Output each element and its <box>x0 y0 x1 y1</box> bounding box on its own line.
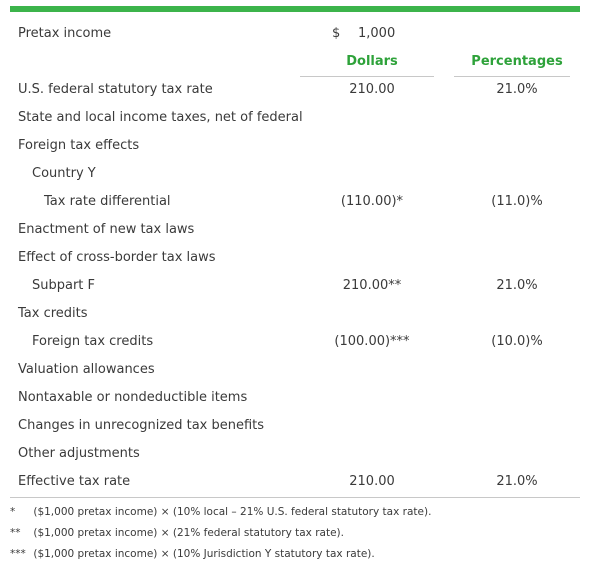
pretax-income-row <box>10 20 580 48</box>
row-percent: 21.0% <box>496 82 538 97</box>
header-percentages: Percentages <box>471 54 563 69</box>
footnote-divider <box>10 497 580 498</box>
table-row <box>10 272 580 300</box>
pretax-income-label: Pretax income <box>18 26 112 41</box>
table-row <box>10 216 580 244</box>
footnote-text: ($1,000 pretax income) × (10% local – 21% U.S. federal statutory tax rate). <box>33 506 432 518</box>
row-label: Tax rate differential <box>44 194 171 209</box>
row-label: Country Y <box>32 166 96 181</box>
row-label: Foreign tax credits <box>32 334 154 349</box>
table-row <box>10 188 580 216</box>
row-label: Valuation allowances <box>18 362 155 377</box>
row-percent: 21.0% <box>496 278 538 293</box>
row-label: Subpart F <box>32 278 96 293</box>
footnote <box>10 527 344 539</box>
footnote <box>10 548 375 560</box>
footnote <box>10 506 431 518</box>
row-label: Tax credits <box>18 306 88 321</box>
table-row <box>10 328 580 356</box>
footnote-text: ($1,000 pretax income) × (21% federal statutory tax rate). <box>33 527 344 539</box>
table-row <box>10 104 580 132</box>
row-dollars: (110.00)* <box>340 194 404 209</box>
row-label: State and local income taxes, net of federal <box>18 110 303 125</box>
footnote-mark: ** <box>10 527 21 539</box>
table-row <box>10 160 580 188</box>
footnote-mark: *** <box>10 548 26 560</box>
row-percent: (10.0)% <box>491 334 543 349</box>
column-headers <box>10 48 580 76</box>
row-dollars: 210.00 <box>349 82 395 97</box>
row-label: Changes in unrecognized tax benefits <box>18 418 265 433</box>
table-row-total <box>10 468 580 496</box>
row-dollars: (100.00)*** <box>334 334 410 349</box>
pretax-currency: $ <box>332 26 341 41</box>
accent-bar <box>10 6 580 12</box>
row-percent: 21.0% <box>496 474 538 489</box>
table-row <box>10 300 580 328</box>
table-row <box>10 412 580 440</box>
row-label: U.S. federal statutory tax rate <box>18 82 213 97</box>
row-label: Enactment of new tax laws <box>18 222 195 237</box>
table-row <box>10 244 580 272</box>
header-dollars: Dollars <box>346 54 398 69</box>
row-label: Nontaxable or nondeductible items <box>18 390 248 405</box>
footnote-text: ($1,000 pretax income) × (10% Jurisdiction Y statutory tax rate). <box>33 548 375 560</box>
row-dollars: 210.00** <box>342 278 402 293</box>
table-row <box>10 132 580 160</box>
row-percent: (11.0)% <box>491 194 543 209</box>
table-row <box>10 76 580 104</box>
row-label: Other adjustments <box>18 446 140 461</box>
row-label: Effect of cross-border tax laws <box>18 250 216 265</box>
table-row <box>10 384 580 412</box>
row-dollars: 210.00 <box>349 474 395 489</box>
table-row <box>10 440 580 468</box>
pretax-income-value: 1,000 <box>358 26 396 41</box>
table-row <box>10 356 580 384</box>
footnote-mark: * <box>10 506 16 518</box>
row-label: Effective tax rate <box>18 474 131 489</box>
row-label: Foreign tax effects <box>18 138 140 153</box>
